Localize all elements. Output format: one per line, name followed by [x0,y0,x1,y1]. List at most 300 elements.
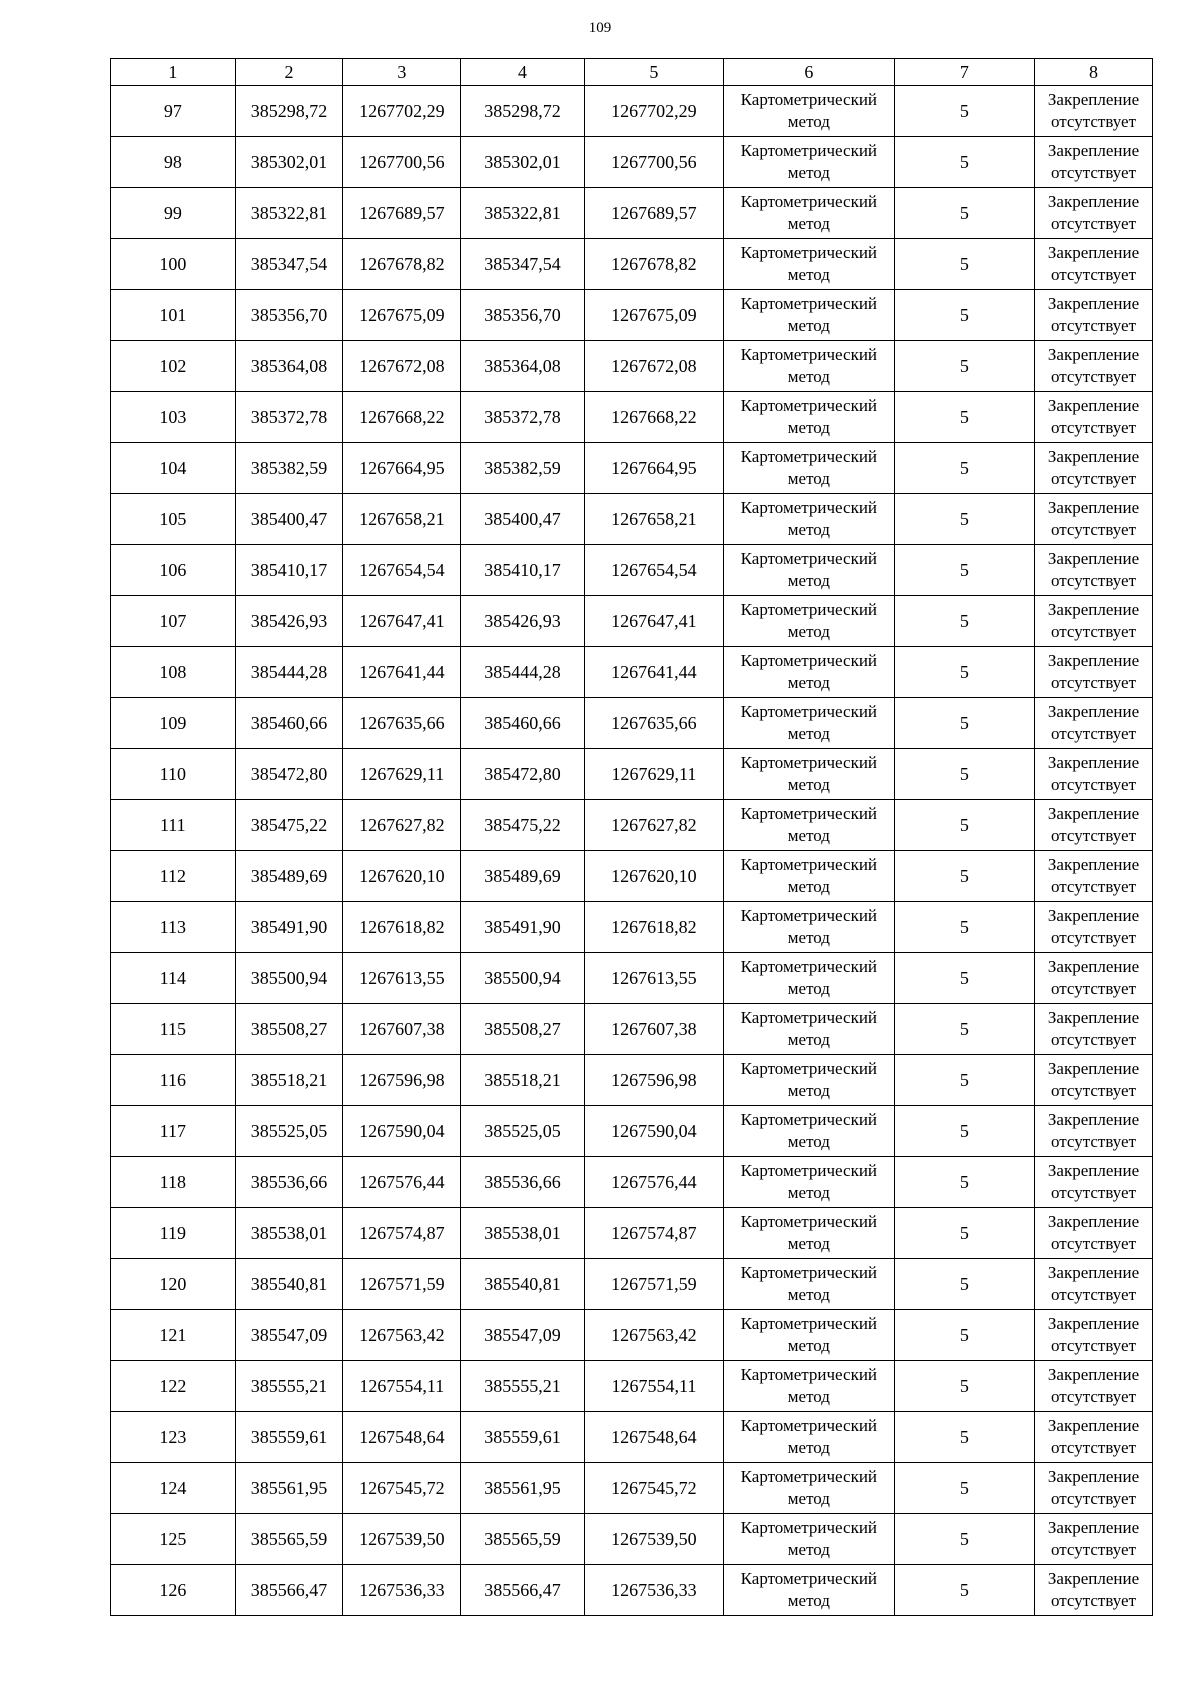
fixation-cell [1035,749,1153,800]
fixation-line: отсутствует [1050,214,1137,233]
accuracy-cell: 5 [894,1259,1034,1310]
fixation-line: отсутствует [1050,1336,1137,1355]
x-coord-new-cell: 385460,66 [461,698,585,749]
coordinates-table [110,58,1153,1616]
y-coord-new-cell: 1267548,64 [584,1412,723,1463]
y-coord-cell: 1267658,21 [343,494,461,545]
table-row [111,1208,1153,1259]
fixation-cell [1035,1463,1153,1514]
fixation-line: Закрепление [1047,294,1140,313]
table-row [111,1004,1153,1055]
y-coord-new-cell: 1267678,82 [584,239,723,290]
fixation-cell [1035,1565,1153,1616]
y-coord-cell: 1267654,54 [343,545,461,596]
y-coord-cell: 1267571,59 [343,1259,461,1310]
y-coord-new-cell: 1267571,59 [584,1259,723,1310]
method-line: метод [787,1438,830,1457]
accuracy-cell: 5 [894,188,1034,239]
method-cell [724,443,895,494]
method-cell [724,494,895,545]
fixation-cell [1035,1310,1153,1361]
x-coord-cell: 385475,22 [235,800,343,851]
method-cell [724,1463,895,1514]
fixation-line: Закрепление [1047,651,1140,670]
method-line: метод [787,571,830,590]
y-coord-new-cell: 1267536,33 [584,1565,723,1616]
y-coord-new-cell: 1267647,41 [584,596,723,647]
method-cell [724,698,895,749]
x-coord-cell: 385460,66 [235,698,343,749]
y-coord-cell: 1267689,57 [343,188,461,239]
point-number-cell: 97 [111,86,236,137]
column-header: 2 [235,59,343,86]
method-cell [724,851,895,902]
method-line: Картометрический [740,804,878,823]
page-number: 109 [588,20,612,36]
point-number-cell: 102 [111,341,236,392]
point-number-cell: 126 [111,1565,236,1616]
y-coord-new-cell: 1267654,54 [584,545,723,596]
accuracy-cell: 5 [894,1055,1034,1106]
accuracy-cell: 5 [894,1463,1034,1514]
x-coord-new-cell: 385372,78 [461,392,585,443]
fixation-line: отсутствует [1050,1081,1137,1100]
fixation-line: Закрепление [1047,345,1140,364]
x-coord-cell: 385525,05 [235,1106,343,1157]
fixation-cell [1035,341,1153,392]
point-number-cell: 123 [111,1412,236,1463]
fixation-line: отсутствует [1050,1132,1137,1151]
method-cell [724,86,895,137]
column-header: 5 [584,59,723,86]
table-row [111,290,1153,341]
fixation-line: Закрепление [1047,1416,1140,1435]
fixation-cell [1035,290,1153,341]
method-cell [724,596,895,647]
fixation-line: Закрепление [1047,906,1140,925]
y-coord-cell: 1267607,38 [343,1004,461,1055]
x-coord-new-cell: 385356,70 [461,290,585,341]
fixation-line: Закрепление [1047,600,1140,619]
point-number-cell: 98 [111,137,236,188]
x-coord-cell: 385559,61 [235,1412,343,1463]
x-coord-cell: 385426,93 [235,596,343,647]
method-line: Картометрический [740,447,878,466]
fixation-line: Закрепление [1047,1212,1140,1231]
table-row [111,443,1153,494]
y-coord-new-cell: 1267664,95 [584,443,723,494]
method-cell [724,239,895,290]
fixation-line: отсутствует [1050,520,1137,539]
fixation-line: отсутствует [1050,1285,1137,1304]
method-line: метод [787,775,830,794]
x-coord-cell: 385561,95 [235,1463,343,1514]
y-coord-cell: 1267613,55 [343,953,461,1004]
fixation-line: отсутствует [1050,418,1137,437]
column-header: 8 [1035,59,1153,86]
x-coord-new-cell: 385536,66 [461,1157,585,1208]
x-coord-new-cell: 385472,80 [461,749,585,800]
y-coord-cell: 1267545,72 [343,1463,461,1514]
point-number-cell: 100 [111,239,236,290]
accuracy-cell: 5 [894,1361,1034,1412]
method-cell [724,1157,895,1208]
accuracy-cell: 5 [894,953,1034,1004]
method-line: Картометрический [740,1569,878,1588]
fixation-line: Закрепление [1047,1365,1140,1384]
method-cell [724,137,895,188]
y-coord-new-cell: 1267607,38 [584,1004,723,1055]
fixation-cell [1035,596,1153,647]
y-coord-new-cell: 1267618,82 [584,902,723,953]
method-line: Картометрический [740,753,878,772]
method-line: Картометрический [740,396,878,415]
method-cell [724,341,895,392]
method-cell [724,1565,895,1616]
fixation-line: отсутствует [1050,112,1137,131]
fixation-cell [1035,494,1153,545]
method-line: Картометрический [740,1161,878,1180]
x-coord-new-cell: 385559,61 [461,1412,585,1463]
y-coord-new-cell: 1267668,22 [584,392,723,443]
column-header: 3 [343,59,461,86]
fixation-line: Закрепление [1047,1161,1140,1180]
x-coord-new-cell: 385491,90 [461,902,585,953]
method-line: метод [787,367,830,386]
point-number-cell: 103 [111,392,236,443]
fixation-line: отсутствует [1050,1030,1137,1049]
method-line: метод [787,1285,830,1304]
y-coord-new-cell: 1267613,55 [584,953,723,1004]
method-line: метод [787,979,830,998]
y-coord-cell: 1267539,50 [343,1514,461,1565]
fixation-cell [1035,392,1153,443]
method-line: Картометрический [740,1212,878,1231]
table-row [111,1565,1153,1616]
table-row [111,953,1153,1004]
table-row [111,1514,1153,1565]
x-coord-new-cell: 385475,22 [461,800,585,851]
method-cell [724,800,895,851]
table-row [111,1361,1153,1412]
fixation-line: Закрепление [1047,243,1140,262]
fixation-line: Закрепление [1047,1008,1140,1027]
accuracy-cell: 5 [894,800,1034,851]
x-coord-new-cell: 385538,01 [461,1208,585,1259]
method-cell [724,290,895,341]
fixation-cell [1035,800,1153,851]
method-line: метод [787,1540,830,1559]
x-coord-new-cell: 385444,28 [461,647,585,698]
method-cell [724,953,895,1004]
fixation-line: отсутствует [1050,469,1137,488]
method-cell [724,749,895,800]
table-row [111,188,1153,239]
y-coord-new-cell: 1267539,50 [584,1514,723,1565]
fixation-cell [1035,1055,1153,1106]
method-line: метод [787,1081,830,1100]
x-coord-new-cell: 385322,81 [461,188,585,239]
table-row [111,494,1153,545]
y-coord-cell: 1267635,66 [343,698,461,749]
method-line: метод [787,163,830,182]
method-cell [724,188,895,239]
fixation-cell [1035,188,1153,239]
table-row [111,647,1153,698]
method-line: Картометрический [740,1365,878,1384]
table-row [111,545,1153,596]
method-line: Картометрический [740,141,878,160]
method-line: метод [787,673,830,692]
y-coord-new-cell: 1267554,11 [584,1361,723,1412]
y-coord-cell: 1267620,10 [343,851,461,902]
y-coord-new-cell: 1267658,21 [584,494,723,545]
x-coord-new-cell: 385555,21 [461,1361,585,1412]
accuracy-cell: 5 [894,137,1034,188]
point-number-cell: 117 [111,1106,236,1157]
y-coord-cell: 1267576,44 [343,1157,461,1208]
x-coord-cell: 385536,66 [235,1157,343,1208]
x-coord-new-cell: 385565,59 [461,1514,585,1565]
y-coord-cell: 1267596,98 [343,1055,461,1106]
fixation-line: отсутствует [1050,1540,1137,1559]
y-coord-cell: 1267548,64 [343,1412,461,1463]
method-line: Картометрический [740,702,878,721]
fixation-line: отсутствует [1050,724,1137,743]
method-line: Картометрический [740,345,878,364]
x-coord-cell: 385410,17 [235,545,343,596]
point-number-cell: 114 [111,953,236,1004]
fixation-line: отсутствует [1050,1489,1137,1508]
method-line: метод [787,1132,830,1151]
fixation-line: Закрепление [1047,1314,1140,1333]
accuracy-cell: 5 [894,86,1034,137]
point-number-cell: 99 [111,188,236,239]
table-row [111,902,1153,953]
fixation-cell [1035,86,1153,137]
table-row [111,1259,1153,1310]
method-cell [724,1412,895,1463]
method-line: Картометрический [740,1110,878,1129]
table-row [111,239,1153,290]
method-line: метод [787,1387,830,1406]
fixation-cell [1035,1157,1153,1208]
fixation-line: отсутствует [1050,1183,1137,1202]
table-row [111,698,1153,749]
table-row [111,1310,1153,1361]
y-coord-cell: 1267629,11 [343,749,461,800]
method-cell [724,545,895,596]
accuracy-cell: 5 [894,545,1034,596]
method-line: метод [787,520,830,539]
y-coord-cell: 1267672,08 [343,341,461,392]
fixation-cell [1035,239,1153,290]
x-coord-new-cell: 385540,81 [461,1259,585,1310]
accuracy-cell: 5 [894,1514,1034,1565]
fixation-cell [1035,1004,1153,1055]
point-number-cell: 121 [111,1310,236,1361]
fixation-line: отсутствует [1050,1234,1137,1253]
x-coord-new-cell: 385298,72 [461,86,585,137]
y-coord-new-cell: 1267700,56 [584,137,723,188]
y-coord-new-cell: 1267629,11 [584,749,723,800]
method-line: Картометрический [740,957,878,976]
point-number-cell: 122 [111,1361,236,1412]
fixation-cell [1035,1106,1153,1157]
fixation-line: Закрепление [1047,804,1140,823]
fixation-cell [1035,1514,1153,1565]
table-row [111,1463,1153,1514]
point-number-cell: 104 [111,443,236,494]
y-coord-cell: 1267618,82 [343,902,461,953]
method-cell [724,1106,895,1157]
method-line: метод [787,214,830,233]
method-line: Картометрический [740,906,878,925]
fixation-line: Закрепление [1047,549,1140,568]
x-coord-cell: 385491,90 [235,902,343,953]
y-coord-new-cell: 1267563,42 [584,1310,723,1361]
fixation-line: отсутствует [1050,928,1137,947]
x-coord-cell: 385364,08 [235,341,343,392]
accuracy-cell: 5 [894,1157,1034,1208]
method-line: Картометрический [740,549,878,568]
fixation-line: отсутствует [1050,1438,1137,1457]
fixation-line: Закрепление [1047,1569,1140,1588]
fixation-line: Закрепление [1047,702,1140,721]
method-line: метод [787,1183,830,1202]
method-cell [724,1514,895,1565]
fixation-line: Закрепление [1047,753,1140,772]
table-header [111,59,1153,86]
x-coord-new-cell: 385566,47 [461,1565,585,1616]
x-coord-new-cell: 385525,05 [461,1106,585,1157]
point-number-cell: 119 [111,1208,236,1259]
table-row [111,1157,1153,1208]
y-coord-cell: 1267678,82 [343,239,461,290]
x-coord-new-cell: 385364,08 [461,341,585,392]
point-number-cell: 120 [111,1259,236,1310]
fixation-cell [1035,953,1153,1004]
x-coord-new-cell: 385410,17 [461,545,585,596]
x-coord-cell: 385547,09 [235,1310,343,1361]
table-row [111,1412,1153,1463]
fixation-line: Закрепление [1047,192,1140,211]
x-coord-cell: 385540,81 [235,1259,343,1310]
x-coord-cell: 385518,21 [235,1055,343,1106]
x-coord-cell: 385472,80 [235,749,343,800]
fixation-line: Закрепление [1047,141,1140,160]
column-header: 1 [111,59,236,86]
fixation-line: Закрепление [1047,447,1140,466]
y-coord-new-cell: 1267574,87 [584,1208,723,1259]
method-line: метод [787,1030,830,1049]
x-coord-cell: 385322,81 [235,188,343,239]
accuracy-cell: 5 [894,647,1034,698]
point-number-cell: 118 [111,1157,236,1208]
method-line: Картометрический [740,1263,878,1282]
accuracy-cell: 5 [894,698,1034,749]
table-body [111,86,1153,1616]
fixation-line: отсутствует [1050,826,1137,845]
y-coord-new-cell: 1267641,44 [584,647,723,698]
y-coord-new-cell: 1267627,82 [584,800,723,851]
fixation-cell [1035,137,1153,188]
x-coord-new-cell: 385508,27 [461,1004,585,1055]
method-line: метод [787,1336,830,1355]
method-line: метод [787,1489,830,1508]
method-cell [724,1004,895,1055]
fixation-cell [1035,851,1153,902]
header-row [111,59,1153,86]
x-coord-new-cell: 385347,54 [461,239,585,290]
table-row [111,596,1153,647]
fixation-line: Закрепление [1047,498,1140,517]
accuracy-cell: 5 [894,341,1034,392]
method-line: Картометрический [740,1314,878,1333]
point-number-cell: 112 [111,851,236,902]
point-number-cell: 106 [111,545,236,596]
fixation-line: Закрепление [1047,1263,1140,1282]
fixation-line: Закрепление [1047,1059,1140,1078]
method-line: Картометрический [740,1467,878,1486]
method-line: метод [787,826,830,845]
fixation-line: отсутствует [1050,622,1137,641]
method-line: Картометрический [740,192,878,211]
method-line: Картометрический [740,90,878,109]
x-coord-cell: 385372,78 [235,392,343,443]
fixation-line: отсутствует [1050,877,1137,896]
method-line: Картометрический [740,294,878,313]
fixation-cell [1035,647,1153,698]
column-header: 4 [461,59,585,86]
x-coord-new-cell: 385489,69 [461,851,585,902]
method-line: Картометрический [740,1416,878,1435]
accuracy-cell: 5 [894,494,1034,545]
y-coord-cell: 1267563,42 [343,1310,461,1361]
point-number-cell: 111 [111,800,236,851]
method-line: Картометрический [740,651,878,670]
y-coord-cell: 1267554,11 [343,1361,461,1412]
x-coord-new-cell: 385400,47 [461,494,585,545]
y-coord-cell: 1267641,44 [343,647,461,698]
fixation-cell [1035,1412,1153,1463]
accuracy-cell: 5 [894,1208,1034,1259]
method-line: Картометрический [740,855,878,874]
y-coord-new-cell: 1267702,29 [584,86,723,137]
fixation-line: отсутствует [1050,571,1137,590]
x-coord-cell: 385538,01 [235,1208,343,1259]
table-row [111,341,1153,392]
point-number-cell: 110 [111,749,236,800]
fixation-line: Закрепление [1047,1467,1140,1486]
x-coord-cell: 385500,94 [235,953,343,1004]
method-line: Картометрический [740,1008,878,1027]
fixation-line: отсутствует [1050,775,1137,794]
point-number-cell: 109 [111,698,236,749]
x-coord-cell: 385508,27 [235,1004,343,1055]
x-coord-cell: 385444,28 [235,647,343,698]
x-coord-cell: 385565,59 [235,1514,343,1565]
x-coord-new-cell: 385547,09 [461,1310,585,1361]
table-row [111,800,1153,851]
method-line: метод [787,1591,830,1610]
method-cell [724,1310,895,1361]
y-coord-cell: 1267668,22 [343,392,461,443]
x-coord-new-cell: 385302,01 [461,137,585,188]
x-coord-cell: 385555,21 [235,1361,343,1412]
x-coord-cell: 385382,59 [235,443,343,494]
fixation-line: отсутствует [1050,367,1137,386]
